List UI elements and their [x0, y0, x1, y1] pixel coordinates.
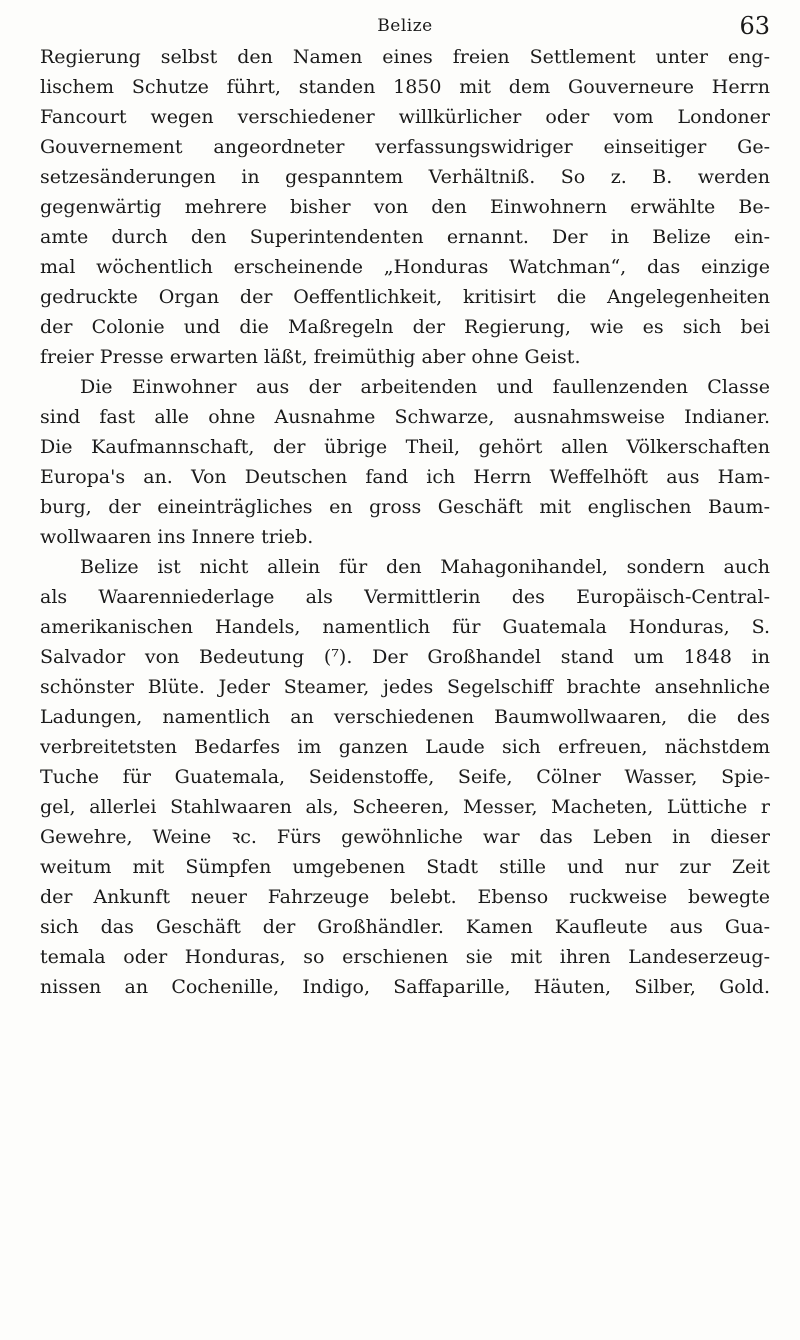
running-head: [40, 12, 770, 40]
text-line: temala oder Honduras, so erschienen sie mit ihren Landeserzeug-: [40, 946, 770, 968]
running-title: Belize: [377, 16, 433, 36]
text-line: nissen an Cochenille, Indigo, Saffaparille, Häuten, Silber, Gold.: [40, 976, 770, 998]
text-line: der Ankunft neuer Fahrzeuge belebt. Ebenso ruckweise bewegte: [40, 886, 770, 908]
text-line: sind fast alle ohne Ausnahme Schwarze, ausnahmsweise Indianer.: [40, 406, 770, 428]
text-line: Fancourt wegen verschiedener willkürlicher oder vom Londoner: [40, 106, 770, 128]
text-line: freier Presse erwarten läßt, freimüthig aber ohne Geist.: [40, 346, 581, 368]
text-line: Die Kaufmannschaft, der übrige Theil, gehört allen Völkerschaften: [40, 436, 770, 458]
text-line: lischem Schutze führt, standen 1850 mit dem Gouverneure Herrn: [40, 76, 770, 98]
text-line: schönster Blüte. Jeder Steamer, jedes Segelschiff brachte ansehnliche: [40, 676, 770, 698]
text-line: Gewehre, Weine ꝛc. Fürs gewöhnliche war das Leben in dieser: [40, 826, 770, 848]
text-line: Tuche für Guatemala, Seidenstoffe, Seife, Cölner Wasser, Spie-: [40, 766, 770, 788]
text-line: burg, der eineinträgliches en gross Geschäft mit englischen Baum-: [40, 496, 770, 518]
text-line: Die Einwohner aus der arbeitenden und faullenzenden Classe: [80, 376, 770, 398]
text-line: gedruckte Organ der Oeffentlichkeit, kritisirt die Angelegenheiten: [40, 286, 770, 308]
text-line: wollwaaren ins Innere trieb.: [40, 526, 314, 548]
text-line: mal wöchentlich erscheinende „Honduras Watchman“, das einzige: [40, 256, 770, 278]
text-line: Ladungen, namentlich an verschiedenen Baumwollwaaren, die des: [40, 706, 770, 728]
text-line: Gouvernement angeordneter verfassungswidriger einseitiger Ge-: [40, 136, 770, 158]
text-line: amerikanischen Handels, namentlich für Guatemala Honduras, S.: [40, 616, 770, 638]
text-line: Salvador von Bedeutung (⁷). Der Großhandel stand um 1848 in: [40, 646, 770, 668]
text-line: amte durch den Superintendenten ernannt. Der in Belize ein-: [40, 226, 770, 248]
text-line: Belize ist nicht allein für den Mahagonihandel, sondern auch: [80, 556, 770, 578]
text-line: weitum mit Sümpfen umgebenen Stadt stille und nur zur Zeit: [40, 856, 770, 878]
text-line: Europa's an. Von Deutschen fand ich Herrn Weffelhöft aus Ham-: [40, 466, 770, 488]
text-line: sich das Geschäft der Großhändler. Kamen Kaufleute aus Gua-: [40, 916, 770, 938]
text-line: Regierung selbst den Namen eines freien Settlement unter eng-: [40, 46, 770, 68]
text-line: setzesänderungen in gespanntem Verhältniß. So z. B. werden: [40, 166, 770, 188]
text-line: verbreitetsten Bedarfes im ganzen Laude sich erfreuen, nächstdem: [40, 736, 770, 758]
text-line: gegenwärtig mehrere bisher von den Einwohnern erwählte Be-: [40, 196, 770, 218]
text-line: als Waarenniederlage als Vermittlerin des Europäisch-Central-: [40, 586, 770, 608]
page-number: 63: [739, 12, 770, 40]
text-line: der Colonie und die Maßregeln der Regierung, wie es sich bei: [40, 316, 770, 338]
text-line: gel, allerlei Stahlwaaren als, Scheeren, Messer, Macheten, Lüttiche r: [40, 796, 770, 818]
body-text: [40, 42, 770, 1002]
